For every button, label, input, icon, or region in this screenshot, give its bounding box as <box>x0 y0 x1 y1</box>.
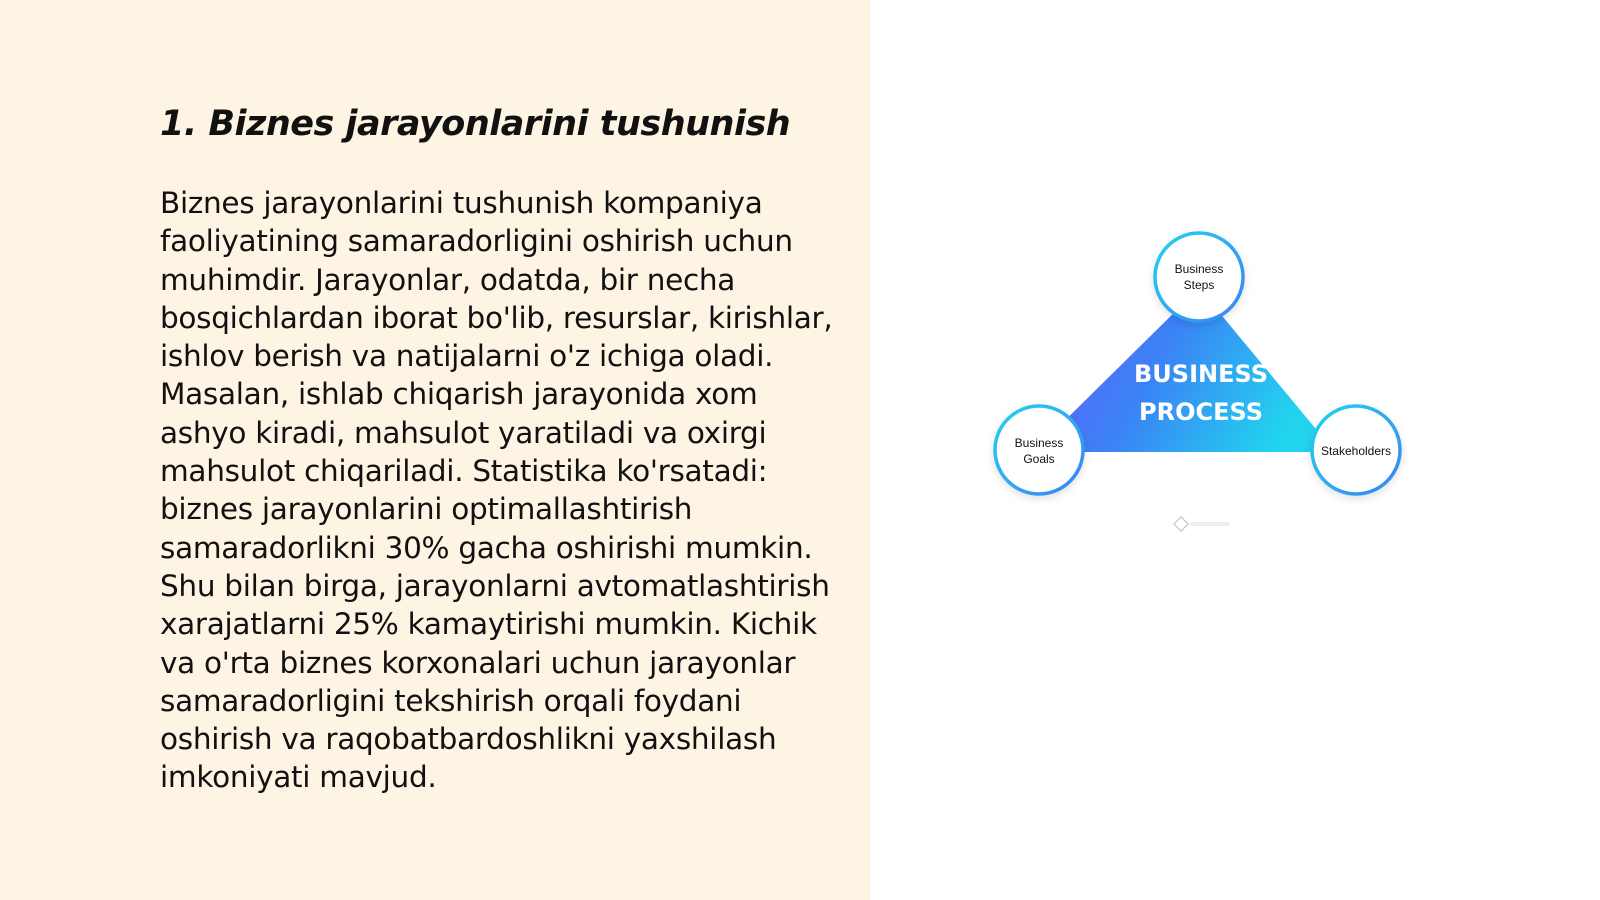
node-stakeholders <box>1312 406 1400 494</box>
slide-heading: 1. Biznes jarayonlarini tushunish <box>160 104 791 144</box>
node-business-steps-line1: Business <box>1174 262 1224 276</box>
slide-body-text: Biznes jarayonlarini tushunish kompaniya faoliyatining samaradorligini oshirish uchun muhimdir. Jarayonlar, odatda, bir necha bosqichlardan iborat bo'lib, resurslar, kirishlar, ishlov berish va natijalarni o'z ichiga oladi. Masalan, ishlab chiqarish jarayonida xom ashyo kiradi, mahsulot yaratiladi va oxirgi mahsulot chiqariladi. Statistika ko'rsatadi: biznes jarayonlarini optimallashtirish samaradorlikni 30% gacha oshirishi mumkin. Shu bilan birga, jarayonlarni avtomatlashtirish xarajatlarni 25% kamaytirishi mumkin. Kichik va o'rta biznes korxonalari uchun jarayonlar samaradorligini tekshirish orqali foydani oshirish va raqobatbardoshlikni yaxshilash imkoniyati mavjud. <box>160 186 833 795</box>
node-business-goals-line2: Goals <box>1023 452 1055 466</box>
node-business-goals <box>995 406 1083 494</box>
node-stakeholders-label: Stakeholders <box>1320 444 1392 458</box>
node-business-goals-line1: Business <box>1014 436 1064 450</box>
diagram-center-line1: BUSINESS <box>1134 360 1268 388</box>
diagram-center-line2: PROCESS <box>1139 398 1263 426</box>
business-process-diagram <box>985 230 1415 540</box>
node-business-steps <box>1155 233 1243 321</box>
node-business-steps-line2: Steps <box>1183 278 1215 292</box>
watermark-logo-icon <box>1174 517 1230 531</box>
